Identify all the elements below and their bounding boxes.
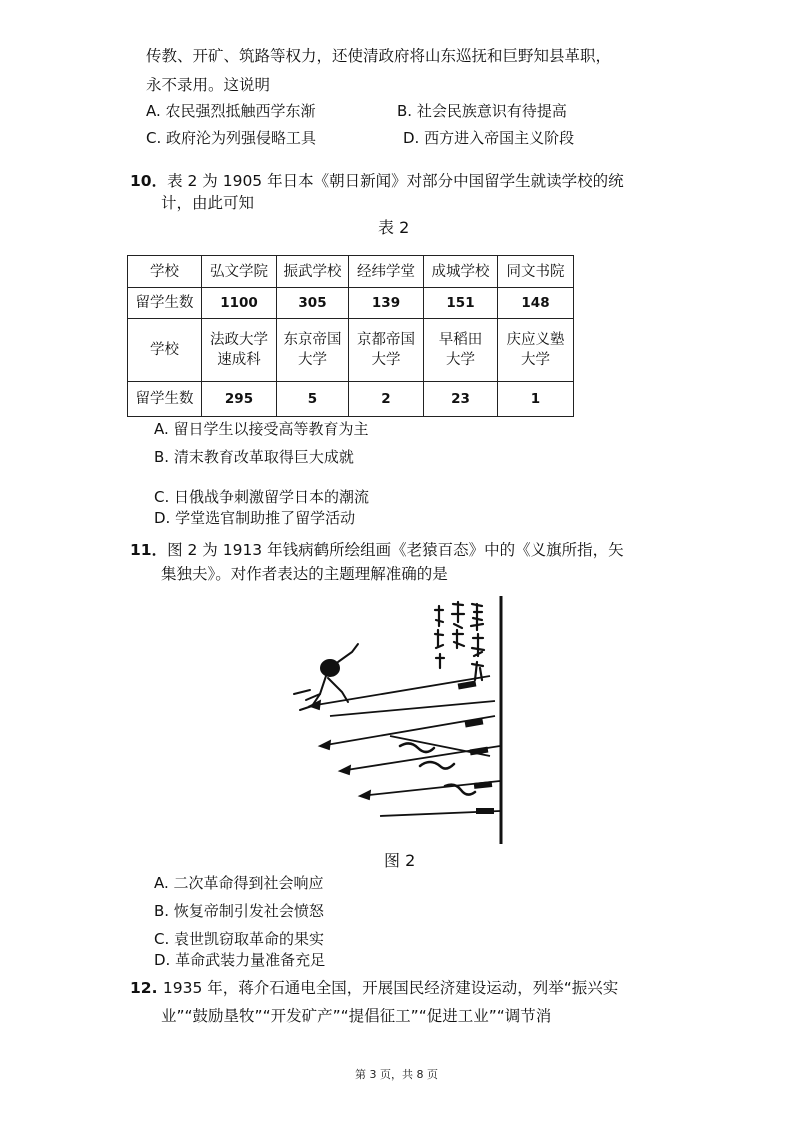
q11-option-d: D. 革命武装力量准备充足 [154,951,326,969]
q9-option-d: D. 西方进入帝国主义阶段 [403,129,575,147]
q10-option-b: B. 清末教育改革取得巨大成就 [154,448,354,466]
q12-stem-line-2: 业”“鼓励垦牧”“开发矿产”“提倡征工”“促进工业”“调节消 [161,1007,552,1025]
table-cell: 学校 [128,256,202,288]
table-cell: 留学生数 [128,382,202,417]
q11-stem-line-1 [130,539,624,561]
cell-line: 大学 [371,352,401,368]
figure-caption: 图 2 [384,851,416,870]
cell-line: 庆应义塾 [506,332,565,348]
cartoon-figure [290,596,505,844]
table-cell: 2 [349,382,424,417]
table-cell: 148 [498,288,574,319]
table-cell: 经纬学堂 [349,256,424,288]
q11-option-c: C. 袁世凯窃取革命的果实 [154,930,325,948]
table-cell [277,319,349,382]
cell-line: 大学 [298,352,327,368]
q10-stem-line-1 [130,170,624,192]
table-cell [498,319,574,382]
table-cell: 同文书院 [498,256,574,288]
cell-line: 速成科 [217,352,261,368]
q10-option-a: A. 留日学生以接受高等教育为主 [154,420,369,438]
q12-number: 12. [130,979,163,997]
table-cell: 295 [202,382,277,417]
q10-option-d: D. 学堂选官制助推了留学活动 [154,509,356,527]
table-row-counts-2 [128,382,574,417]
q10-stem-text: 表 2 为 1905 年日本《朝日新闻》对部分中国留学生就读学校的统 [167,172,624,190]
cell-line: 东京帝国 [283,332,342,348]
table-cell: 1100 [202,288,277,319]
cell-line: 法政大学 [210,332,268,348]
q9-stem-line-1: 传教、开矿、筑路等权力，还使清政府将山东巡抚和巨野知县革职， [146,47,612,65]
cell-line: 京都帝国 [357,332,415,348]
table-row-schools-1 [128,256,574,288]
table-row-counts-1 [128,288,574,319]
table-cell [202,319,277,382]
q10-number: 10． [130,172,168,190]
table-cell: 305 [277,288,349,319]
page-footer: 第 3 页，共 8 页 [355,1068,438,1081]
table-row-schools-2 [128,319,574,382]
table-cell: 1 [498,382,574,417]
student-stats-table [127,255,574,417]
q9-stem-line-2: 永不录用。这说明 [146,76,271,94]
q9-option-c: C. 政府沦为列强侵略工具 [146,129,317,147]
cell-line: 大学 [521,352,550,368]
q11-stem-text: 图 2 为 1913 年钱病鹤所绘组画《老猿百态》中的《义旗所指，矢 [167,541,624,559]
q10-stem-line-2: 计，由此可知 [161,194,255,212]
table-cell: 振武学校 [277,256,349,288]
cell-line: 早稻田 [438,332,483,348]
table-cell [424,319,498,382]
table-cell: 23 [424,382,498,417]
table-cell [349,319,424,382]
table-cell [128,319,202,382]
q11-option-a: A. 二次革命得到社会响应 [154,874,324,892]
q10-option-c: C. 日俄战争刺激留学日本的潮流 [154,488,370,506]
cell-line: 学校 [150,342,179,358]
q11-option-b: B. 恢复帝制引发社会愤怒 [154,902,324,920]
table-cell: 留学生数 [128,288,202,319]
q12-stem-line-1 [130,977,618,999]
table-cell: 弘文学院 [202,256,277,288]
cell-line: 大学 [446,352,475,368]
table-cell: 5 [277,382,349,417]
table-cell: 139 [349,288,424,319]
q9-option-a: A. 农民强烈抵触西学东渐 [146,102,316,120]
q11-number: 11． [130,541,168,559]
table-cell: 成城学校 [424,256,498,288]
q9-option-b: B. 社会民族意识有待提高 [397,102,567,120]
table-caption: 表 2 [378,218,410,237]
q11-stem-line-2: 集独夫》。对作者表达的主题理解准确的是 [161,565,448,583]
q12-stem-text: 1935 年，蒋介石通电全国，开展国民经济建设运动，列举“振兴实 [162,979,619,997]
table-cell: 151 [424,288,498,319]
